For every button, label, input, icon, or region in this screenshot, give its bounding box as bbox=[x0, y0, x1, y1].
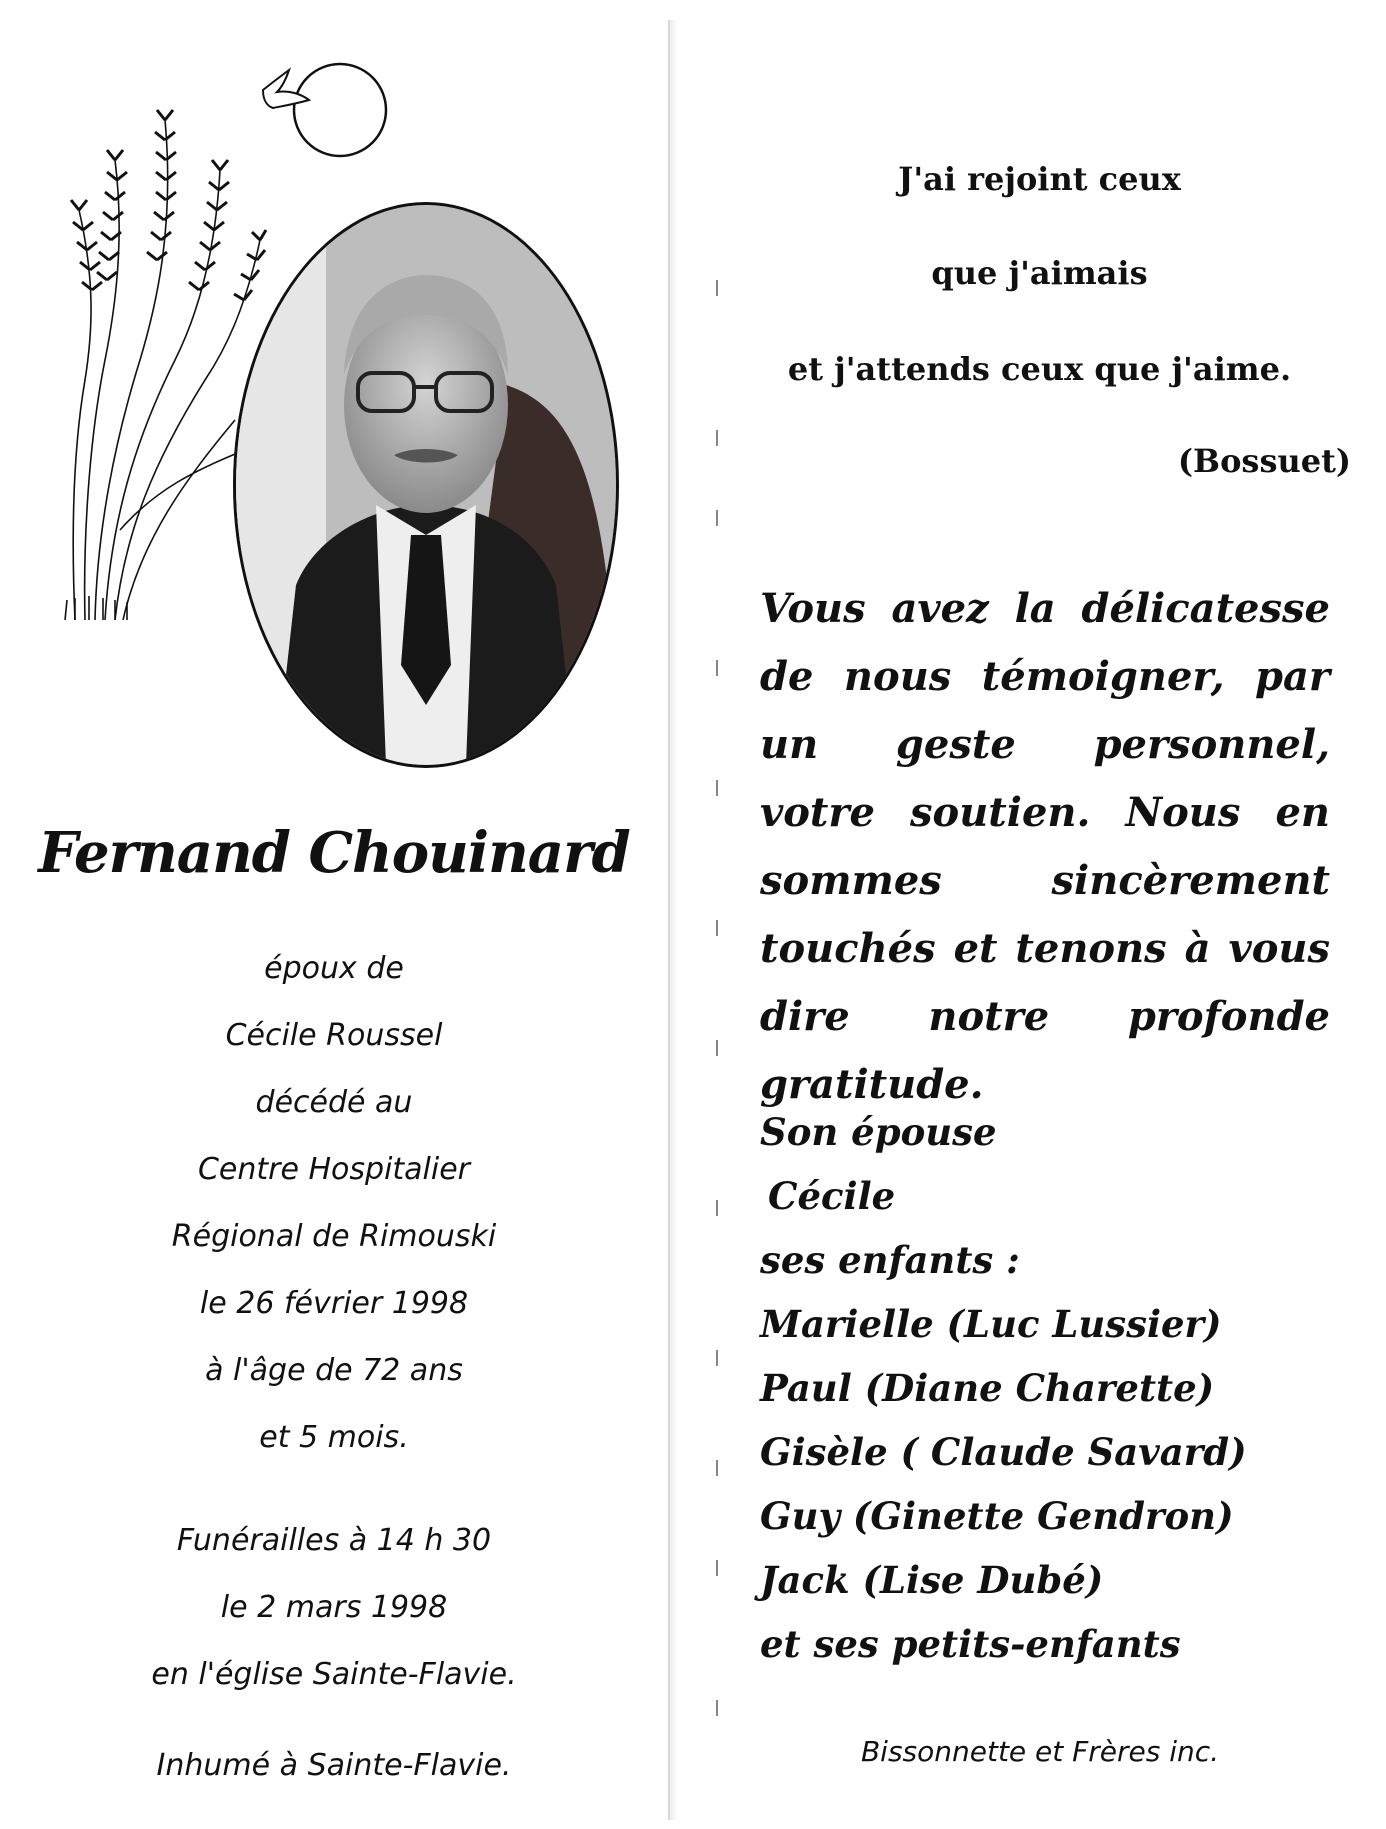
dove-icon bbox=[263, 70, 309, 108]
card-fold bbox=[668, 20, 670, 1820]
thank-you-message: Vous avez la délicatesse de nous témoigner, par un geste personnel, votre soutien. Nous en sommes sincèrement touchés et tenons à vous dire notre profonde gratitude. bbox=[760, 585, 1330, 1108]
perforation-mark bbox=[716, 780, 718, 796]
family-line: Guy (Ginette Gendron) bbox=[760, 1494, 1234, 1538]
funeral-home-name: Bissonnette et Frères inc. bbox=[860, 1735, 1220, 1768]
perforation-mark bbox=[716, 1700, 718, 1716]
funeral-line: Funérailles à 14 h 30 bbox=[176, 1523, 492, 1558]
family-list bbox=[760, 1100, 1360, 1676]
quote-line: J'ai rejoint ceux bbox=[898, 160, 1181, 198]
detail-line: Cécile Roussel bbox=[225, 1018, 443, 1053]
sun-icon bbox=[294, 64, 386, 156]
detail-line: décédé au bbox=[255, 1085, 413, 1120]
funeral-line: en l'église Sainte-Flavie. bbox=[151, 1657, 517, 1692]
family-line: Cécile bbox=[768, 1174, 896, 1218]
family-line: ses enfants : bbox=[760, 1238, 1020, 1282]
burial-line: Inhumé à Sainte-Flavie. bbox=[156, 1748, 512, 1783]
family-line: Paul (Diane Charette) bbox=[760, 1366, 1215, 1410]
perforation-mark bbox=[716, 1040, 718, 1056]
quote-line: et j'attends ceux que j'aime. bbox=[787, 350, 1292, 388]
perforation-mark bbox=[716, 1460, 718, 1476]
detail-line: le 26 février 1998 bbox=[199, 1286, 469, 1321]
detail-line: et 5 mois. bbox=[259, 1420, 409, 1455]
perforation-mark bbox=[716, 1350, 718, 1366]
family-line: Gisèle ( Claude Savard) bbox=[760, 1430, 1247, 1474]
perforation-mark bbox=[716, 510, 718, 526]
detail-line: à l'âge de 72 ans bbox=[205, 1353, 463, 1388]
deceased-name: Fernand Chouinard bbox=[38, 820, 630, 886]
quote-line: que j'aimais bbox=[931, 254, 1148, 292]
funeral-line: le 2 mars 1998 bbox=[220, 1590, 448, 1625]
perforation-mark bbox=[716, 1560, 718, 1576]
perforation-mark bbox=[716, 920, 718, 936]
card-fold-shadow bbox=[670, 20, 678, 1820]
detail-line: Centre Hospitalier bbox=[197, 1152, 471, 1187]
detail-line: époux de bbox=[264, 951, 404, 986]
perforation-mark bbox=[716, 660, 718, 676]
family-line: Son épouse bbox=[760, 1110, 997, 1154]
quote-author: (Bossuet) bbox=[1177, 442, 1351, 480]
detail-line: Régional de Rimouski bbox=[171, 1219, 497, 1254]
family-line: Jack (Lise Dubé) bbox=[760, 1558, 1104, 1602]
obituary-details bbox=[0, 935, 668, 1799]
perforation-mark bbox=[716, 1200, 718, 1216]
portrait-photo bbox=[233, 202, 619, 768]
perforation-mark bbox=[716, 430, 718, 446]
family-line: et ses petits-enfants bbox=[760, 1622, 1181, 1666]
family-line: Marielle (Luc Lussier) bbox=[760, 1302, 1222, 1346]
